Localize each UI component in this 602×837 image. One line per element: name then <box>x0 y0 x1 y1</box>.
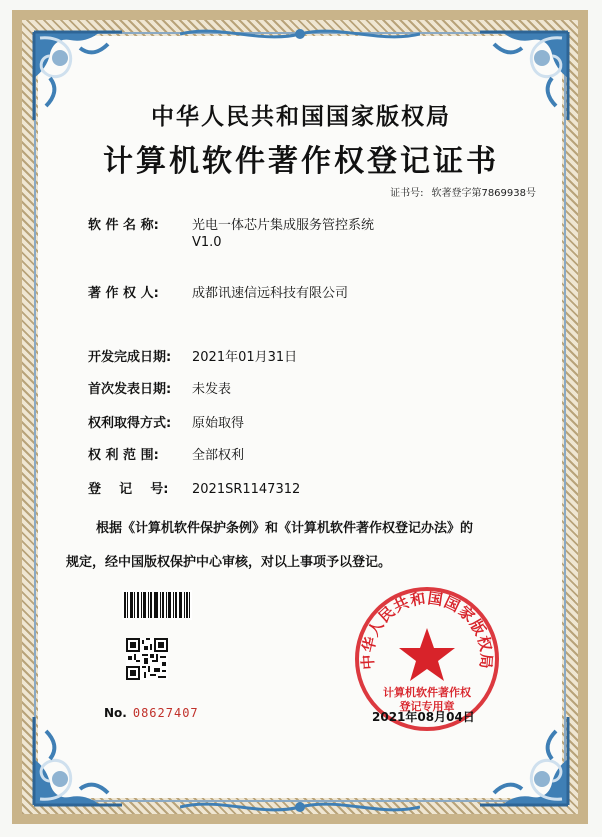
field-label: 开发完成日期: <box>88 350 172 365</box>
statement-line-1 <box>66 512 536 546</box>
qr-code-image <box>126 638 168 680</box>
field-acquisition-method <box>88 412 244 431</box>
registration-statement <box>66 512 536 580</box>
field-publication-date <box>88 378 231 397</box>
issuing-authority: 中华人民共和国国家版权局 <box>151 103 451 130</box>
seal-ring-text: 中华人民共和国国家版权局 <box>358 589 496 671</box>
software-version: V1.0 <box>192 235 222 250</box>
certificate-title: 计算机软件著作权登记证书 <box>103 144 499 179</box>
statement-text-1: 根据《计算机软件保护条例》和《计算机软件著作权登记办法》的 <box>96 521 474 536</box>
statement-line-2: 规定，经中国版权保护中心审核，对以上事项予以登记。 <box>66 555 392 570</box>
seal-line-2: 登记专用章 <box>399 700 455 713</box>
field-value: 光电一体芯片集成服务管控系统 <box>192 218 375 233</box>
field-software-name <box>88 214 374 250</box>
bottom-edge-ornament <box>180 797 420 817</box>
field-value: 2021年01月31日 <box>192 350 298 365</box>
field-rights-scope <box>88 444 244 463</box>
top-edge-ornament <box>180 24 420 44</box>
field-value: 原始取得 <box>192 416 245 431</box>
corner-ornament-bottom-left <box>30 713 126 809</box>
field-label: 权 利 范 围: <box>88 448 159 463</box>
seal-line-1: 计算机软件著作权 <box>383 686 471 699</box>
serial-prefix: No. <box>104 706 127 720</box>
field-label: 权利取得方式: <box>88 416 172 431</box>
field-value: 2021SR1147312 <box>192 482 301 497</box>
barcode-image <box>122 590 192 620</box>
serial-number <box>104 706 199 720</box>
issue-date: 2021年08月04日 <box>372 710 475 724</box>
field-value: 未发表 <box>192 382 232 397</box>
serial-value: 08627407 <box>132 706 199 720</box>
certificate-number <box>382 184 536 199</box>
field-label: 著 作 权 人: <box>88 286 159 301</box>
certificate-number-label: 证书号: <box>390 188 424 199</box>
field-label: 软 件 名 称: <box>88 218 159 233</box>
field-label: 首次发表日期: <box>88 382 172 397</box>
field-copyright-owner <box>88 282 348 301</box>
field-label: 登 记 号: <box>88 482 169 497</box>
field-value: 成都讯速信远科技有限公司 <box>192 286 349 301</box>
field-development-date <box>88 346 297 365</box>
certificate-number-value: 软著登字第7869938号 <box>431 188 536 199</box>
field-registration-number <box>88 478 300 497</box>
field-value: 全部权利 <box>192 448 245 463</box>
